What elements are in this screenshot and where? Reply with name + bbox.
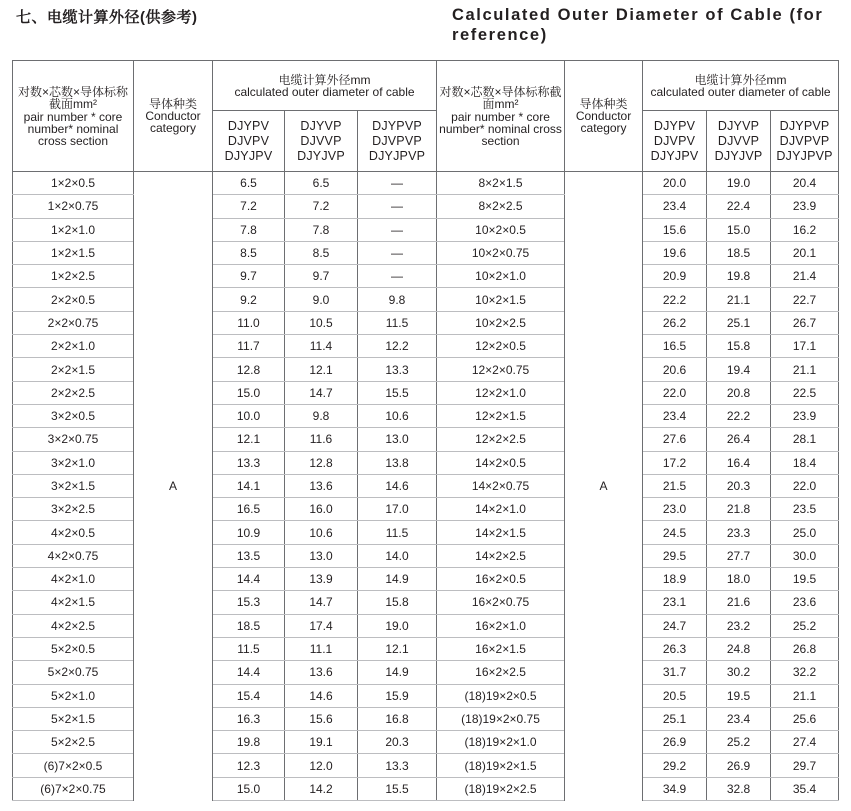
size-header-right xyxy=(437,61,565,172)
od-cell-left-2: 13.9 xyxy=(285,568,358,591)
size-cell-right: 12×2×1.5 xyxy=(437,404,565,427)
size-header-left-en: pair number * core number* nominal cross section xyxy=(23,109,123,148)
od-cell-left-1: 9.2 xyxy=(213,288,285,311)
od-cell-right-3: 25.2 xyxy=(771,614,839,637)
od-cell-right-1: 26.3 xyxy=(643,637,707,660)
od-cell-right-1: 20.9 xyxy=(643,265,707,288)
od-cell-left-1: 15.0 xyxy=(213,381,285,404)
od-cell-left-3: 13.8 xyxy=(358,451,437,474)
od-cell-left-3: — xyxy=(358,172,437,195)
size-cell-left: 4×2×1.5 xyxy=(13,591,134,614)
od-cell-left-2: 16.0 xyxy=(285,498,358,521)
od-cell-left-1: 16.3 xyxy=(213,707,285,730)
size-cell-right: 14×2×2.5 xyxy=(437,544,565,567)
size-cell-left: 2×2×0.5 xyxy=(13,288,134,311)
od-cell-right-2: 16.4 xyxy=(707,451,771,474)
od-cell-right-3: 20.1 xyxy=(771,241,839,264)
od-cell-left-1: 15.3 xyxy=(213,591,285,614)
size-cell-right: 14×2×0.5 xyxy=(437,451,565,474)
od-cell-left-2: 10.5 xyxy=(285,311,358,334)
od-cell-right-3: 25.6 xyxy=(771,707,839,730)
od-cell-right-1: 26.2 xyxy=(643,311,707,334)
od-cell-right-2: 20.3 xyxy=(707,474,771,497)
od-cell-left-1: 14.1 xyxy=(213,474,285,497)
od-cell-left-2: 19.1 xyxy=(285,731,358,754)
size-cell-right: 16×2×0.5 xyxy=(437,568,565,591)
od-cell-right-2: 27.7 xyxy=(707,544,771,567)
od-cell-left-1: 19.8 xyxy=(213,731,285,754)
od-cell-left-3: 9.8 xyxy=(358,288,437,311)
od-cell-right-3: 20.4 xyxy=(771,172,839,195)
size-cell-right: 8×2×2.5 xyxy=(437,195,565,218)
size-cell-right: 16×2×1.0 xyxy=(437,614,565,637)
table-body xyxy=(13,172,839,801)
od-cell-left-1: 7.8 xyxy=(213,218,285,241)
od-cell-right-3: 26.8 xyxy=(771,637,839,660)
od-cell-right-3: 23.5 xyxy=(771,498,839,521)
size-cell-right: 10×2×2.5 xyxy=(437,311,565,334)
size-cell-left: 3×2×0.5 xyxy=(13,404,134,427)
size-cell-left: 1×2×1.0 xyxy=(13,218,134,241)
conductor-cell-left: A xyxy=(134,172,213,801)
cable-diameter-table xyxy=(12,60,839,801)
od-cell-left-2: 7.8 xyxy=(285,218,358,241)
od-cell-left-2: 12.0 xyxy=(285,754,358,777)
size-cell-right: (18)19×2×2.5 xyxy=(437,777,565,800)
od-cell-left-3: 12.2 xyxy=(358,335,437,358)
od-cell-right-2: 18.5 xyxy=(707,241,771,264)
od-cell-left-2: 14.7 xyxy=(285,381,358,404)
size-cell-right: (18)19×2×0.5 xyxy=(437,684,565,707)
table-row xyxy=(13,172,839,195)
size-cell-right: 16×2×2.5 xyxy=(437,661,565,684)
od-cell-left-1: 13.5 xyxy=(213,544,285,567)
model-label: DJYPV DJVPV DJYJPV xyxy=(224,118,273,163)
conductor-header-left xyxy=(134,61,213,172)
od-cell-left-2: 9.8 xyxy=(285,404,358,427)
table-header xyxy=(13,61,839,172)
od-cell-left-3: — xyxy=(358,265,437,288)
od-cell-right-3: 26.7 xyxy=(771,311,839,334)
od-cell-left-3: 13.3 xyxy=(358,358,437,381)
od-cell-right-2: 32.8 xyxy=(707,777,771,800)
size-cell-left: 5×2×1.5 xyxy=(13,707,134,730)
size-cell-left: 4×2×0.75 xyxy=(13,544,134,567)
od-cell-right-1: 29.2 xyxy=(643,754,707,777)
od-cell-right-2: 22.2 xyxy=(707,404,771,427)
od-cell-right-1: 21.5 xyxy=(643,474,707,497)
od-cell-right-3: 22.7 xyxy=(771,288,839,311)
size-cell-left: 3×2×2.5 xyxy=(13,498,134,521)
od-cell-right-3: 30.0 xyxy=(771,544,839,567)
od-cell-left-2: 14.6 xyxy=(285,684,358,707)
od-cell-right-2: 30.2 xyxy=(707,661,771,684)
od-cell-left-3: — xyxy=(358,195,437,218)
size-cell-left: 3×2×1.0 xyxy=(13,451,134,474)
od-cell-right-2: 23.4 xyxy=(707,707,771,730)
od-cell-left-2: 10.6 xyxy=(285,521,358,544)
od-cell-left-1: 13.3 xyxy=(213,451,285,474)
conductor-cell-right: A xyxy=(565,172,643,801)
conductor-header-left-cn: 导体种类 xyxy=(148,97,197,111)
od-cell-right-1: 23.1 xyxy=(643,591,707,614)
od-cell-right-3: 19.5 xyxy=(771,568,839,591)
od-cell-left-1: 12.3 xyxy=(213,754,285,777)
od-cell-right-2: 15.8 xyxy=(707,335,771,358)
od-cell-right-1: 18.9 xyxy=(643,568,707,591)
size-cell-left: 1×2×0.75 xyxy=(13,195,134,218)
size-cell-right: (18)19×2×1.5 xyxy=(437,754,565,777)
od-cell-right-1: 24.7 xyxy=(643,614,707,637)
size-cell-left: 2×2×2.5 xyxy=(13,381,134,404)
size-cell-right: 14×2×0.75 xyxy=(437,474,565,497)
od-cell-right-3: 22.5 xyxy=(771,381,839,404)
od-cell-right-2: 21.1 xyxy=(707,288,771,311)
page-title-cn: 七、电缆计算外径(供参考) xyxy=(16,9,198,26)
od-cell-right-3: 28.1 xyxy=(771,428,839,451)
od-cell-left-1: 11.5 xyxy=(213,637,285,660)
od-cell-right-2: 15.0 xyxy=(707,218,771,241)
od-cell-right-2: 23.2 xyxy=(707,614,771,637)
od-cell-left-2: 13.0 xyxy=(285,544,358,567)
size-header-left xyxy=(13,61,134,172)
od-cell-left-1: 15.4 xyxy=(213,684,285,707)
od-cell-left-3: 15.9 xyxy=(358,684,437,707)
od-cell-right-2: 19.5 xyxy=(707,684,771,707)
od-cell-right-3: 25.0 xyxy=(771,521,839,544)
od-cell-right-2: 24.8 xyxy=(707,637,771,660)
model-header-right-1 xyxy=(643,111,707,172)
size-cell-left: 1×2×0.5 xyxy=(13,172,134,195)
model-header-left-1 xyxy=(213,111,285,172)
size-cell-right: 12×2×0.75 xyxy=(437,358,565,381)
od-cell-left-1: 9.7 xyxy=(213,265,285,288)
size-cell-left: 4×2×0.5 xyxy=(13,521,134,544)
size-cell-right: 16×2×1.5 xyxy=(437,637,565,660)
conductor-header-left-en: Conductor category xyxy=(145,109,201,135)
od-cell-left-3: 11.5 xyxy=(358,311,437,334)
od-header-left xyxy=(213,61,437,111)
od-cell-left-2: 12.8 xyxy=(285,451,358,474)
od-header-left-en: calculated outer diameter of cable xyxy=(234,84,415,99)
od-cell-right-2: 20.8 xyxy=(707,381,771,404)
od-cell-left-3: 15.5 xyxy=(358,381,437,404)
od-cell-left-3: 13.0 xyxy=(358,428,437,451)
od-cell-left-1: 14.4 xyxy=(213,568,285,591)
size-cell-right: 10×2×0.5 xyxy=(437,218,565,241)
od-cell-right-1: 34.9 xyxy=(643,777,707,800)
size-cell-left: 2×2×0.75 xyxy=(13,311,134,334)
size-cell-right: 16×2×0.75 xyxy=(437,591,565,614)
od-cell-left-3: 13.3 xyxy=(358,754,437,777)
model-label: DJYPVP DJVPVP DJYJPVP xyxy=(776,118,833,163)
page-title-en: Calculated Outer Diameter of Cable (for reference) xyxy=(452,6,824,44)
od-cell-right-2: 19.8 xyxy=(707,265,771,288)
size-cell-left: 5×2×2.5 xyxy=(13,731,134,754)
size-cell-right: 12×2×0.5 xyxy=(437,335,565,358)
size-cell-left: 4×2×1.0 xyxy=(13,568,134,591)
model-header-left-2 xyxy=(285,111,358,172)
od-cell-right-2: 18.0 xyxy=(707,568,771,591)
od-cell-right-1: 20.0 xyxy=(643,172,707,195)
od-cell-right-2: 19.4 xyxy=(707,358,771,381)
od-cell-right-1: 31.7 xyxy=(643,661,707,684)
size-cell-left: 5×2×1.0 xyxy=(13,684,134,707)
od-cell-right-1: 24.5 xyxy=(643,521,707,544)
size-cell-left: 5×2×0.5 xyxy=(13,637,134,660)
od-cell-right-1: 16.5 xyxy=(643,335,707,358)
od-cell-left-2: 14.2 xyxy=(285,777,358,800)
size-cell-right: 14×2×1.5 xyxy=(437,521,565,544)
od-cell-left-1: 7.2 xyxy=(213,195,285,218)
size-cell-left: 1×2×1.5 xyxy=(13,241,134,264)
od-cell-left-2: 8.5 xyxy=(285,241,358,264)
size-header-right-cn: 对数×芯数×导体标称截面mm² xyxy=(439,84,562,111)
od-cell-right-1: 22.0 xyxy=(643,381,707,404)
od-cell-left-1: 16.5 xyxy=(213,498,285,521)
od-cell-right-2: 25.2 xyxy=(707,731,771,754)
od-cell-right-1: 22.2 xyxy=(643,288,707,311)
od-cell-left-3: 14.0 xyxy=(358,544,437,567)
od-cell-left-2: 11.4 xyxy=(285,335,358,358)
od-cell-left-1: 11.7 xyxy=(213,335,285,358)
od-cell-left-2: 17.4 xyxy=(285,614,358,637)
od-cell-left-3: 19.0 xyxy=(358,614,437,637)
od-header-right-cn: 电缆计算外径mm xyxy=(694,72,787,87)
size-cell-left: (6)7×2×0.5 xyxy=(13,754,134,777)
od-cell-right-2: 22.4 xyxy=(707,195,771,218)
od-cell-right-2: 21.6 xyxy=(707,591,771,614)
od-header-right-en: calculated outer diameter of cable xyxy=(650,84,831,99)
od-cell-right-1: 19.6 xyxy=(643,241,707,264)
size-cell-right: 10×2×1.0 xyxy=(437,265,565,288)
od-cell-left-1: 6.5 xyxy=(213,172,285,195)
od-cell-left-2: 7.2 xyxy=(285,195,358,218)
od-header-left-cn: 电缆计算外径mm xyxy=(278,72,371,87)
od-cell-right-2: 26.9 xyxy=(707,754,771,777)
od-cell-right-3: 17.1 xyxy=(771,335,839,358)
size-cell-left: 1×2×2.5 xyxy=(13,265,134,288)
od-cell-right-1: 23.4 xyxy=(643,404,707,427)
od-cell-left-1: 14.4 xyxy=(213,661,285,684)
od-cell-right-2: 26.4 xyxy=(707,428,771,451)
od-cell-right-3: 32.2 xyxy=(771,661,839,684)
size-cell-left: 4×2×2.5 xyxy=(13,614,134,637)
od-cell-right-2: 19.0 xyxy=(707,172,771,195)
size-cell-left: (6)7×2×0.75 xyxy=(13,777,134,800)
od-cell-left-3: 14.6 xyxy=(358,474,437,497)
od-cell-left-1: 15.0 xyxy=(213,777,285,800)
size-cell-right: 12×2×2.5 xyxy=(437,428,565,451)
size-cell-right: 8×2×1.5 xyxy=(437,172,565,195)
od-cell-right-3: 21.1 xyxy=(771,684,839,707)
od-cell-left-2: 14.7 xyxy=(285,591,358,614)
od-cell-right-3: 23.6 xyxy=(771,591,839,614)
od-cell-left-2: 12.1 xyxy=(285,358,358,381)
conductor-header-right-en: Conductor category xyxy=(575,109,632,135)
model-header-right-2 xyxy=(707,111,771,172)
od-cell-left-3: 14.9 xyxy=(358,661,437,684)
od-cell-left-2: 11.6 xyxy=(285,428,358,451)
od-cell-left-1: 18.5 xyxy=(213,614,285,637)
od-cell-right-3: 29.7 xyxy=(771,754,839,777)
od-cell-left-3: 10.6 xyxy=(358,404,437,427)
od-cell-left-3: — xyxy=(358,218,437,241)
od-cell-left-2: 15.6 xyxy=(285,707,358,730)
od-cell-right-3: 18.4 xyxy=(771,451,839,474)
od-cell-right-2: 21.8 xyxy=(707,498,771,521)
size-cell-left: 3×2×1.5 xyxy=(13,474,134,497)
od-cell-left-3: 15.8 xyxy=(358,591,437,614)
od-cell-left-2: 9.0 xyxy=(285,288,358,311)
od-cell-right-1: 20.6 xyxy=(643,358,707,381)
od-cell-right-1: 15.6 xyxy=(643,218,707,241)
od-cell-left-2: 13.6 xyxy=(285,661,358,684)
od-cell-right-1: 25.1 xyxy=(643,707,707,730)
size-cell-left: 3×2×0.75 xyxy=(13,428,134,451)
od-cell-left-1: 12.8 xyxy=(213,358,285,381)
size-cell-left: 5×2×0.75 xyxy=(13,661,134,684)
od-cell-left-2: 6.5 xyxy=(285,172,358,195)
model-label: DJYVP DJVVP DJYJVP xyxy=(714,118,763,163)
model-label: DJYPV DJVPV DJYJPV xyxy=(650,118,699,163)
od-cell-right-3: 21.4 xyxy=(771,265,839,288)
conductor-header-right-cn: 导体种类 xyxy=(579,97,628,111)
size-header-right-en: pair number * core number* nominal cross section xyxy=(439,109,562,148)
size-cell-right: (18)19×2×1.0 xyxy=(437,731,565,754)
od-cell-left-2: 11.1 xyxy=(285,637,358,660)
model-header-left-3 xyxy=(358,111,437,172)
od-cell-left-2: 13.6 xyxy=(285,474,358,497)
od-cell-right-1: 23.4 xyxy=(643,195,707,218)
od-cell-left-1: 11.0 xyxy=(213,311,285,334)
od-cell-right-3: 22.0 xyxy=(771,474,839,497)
od-cell-right-1: 29.5 xyxy=(643,544,707,567)
od-cell-right-1: 26.9 xyxy=(643,731,707,754)
od-cell-right-1: 20.5 xyxy=(643,684,707,707)
od-cell-right-3: 16.2 xyxy=(771,218,839,241)
conductor-header-right xyxy=(565,61,643,172)
size-cell-right: 10×2×0.75 xyxy=(437,241,565,264)
od-cell-left-1: 8.5 xyxy=(213,241,285,264)
model-label: DJYVP DJVVP DJYJVP xyxy=(297,118,345,163)
model-label: DJYPVP DJVPVP DJYJPVP xyxy=(368,118,426,163)
size-cell-right: 12×2×1.0 xyxy=(437,381,565,404)
od-cell-right-2: 25.1 xyxy=(707,311,771,334)
od-cell-right-3: 27.4 xyxy=(771,731,839,754)
od-cell-right-3: 35.4 xyxy=(771,777,839,800)
od-cell-right-2: 23.3 xyxy=(707,521,771,544)
od-cell-left-3: — xyxy=(358,241,437,264)
od-cell-left-3: 15.5 xyxy=(358,777,437,800)
size-cell-left: 2×2×1.5 xyxy=(13,358,134,381)
size-cell-right: 14×2×1.0 xyxy=(437,498,565,521)
od-cell-left-3: 16.8 xyxy=(358,707,437,730)
od-cell-left-2: 9.7 xyxy=(285,265,358,288)
od-cell-left-3: 12.1 xyxy=(358,637,437,660)
od-cell-left-1: 12.1 xyxy=(213,428,285,451)
od-cell-left-3: 17.0 xyxy=(358,498,437,521)
model-header-right-3 xyxy=(771,111,839,172)
od-header-right xyxy=(643,61,839,111)
od-cell-right-1: 27.6 xyxy=(643,428,707,451)
od-cell-left-3: 20.3 xyxy=(358,731,437,754)
od-cell-right-1: 17.2 xyxy=(643,451,707,474)
size-cell-right: (18)19×2×0.75 xyxy=(437,707,565,730)
size-cell-right: 10×2×1.5 xyxy=(437,288,565,311)
od-cell-right-1: 23.0 xyxy=(643,498,707,521)
od-cell-left-3: 14.9 xyxy=(358,568,437,591)
od-cell-right-3: 23.9 xyxy=(771,404,839,427)
od-cell-left-1: 10.9 xyxy=(213,521,285,544)
od-cell-right-3: 21.1 xyxy=(771,358,839,381)
size-header-left-cn: 对数×芯数×导体标称截面mm² xyxy=(17,84,129,111)
od-cell-left-1: 10.0 xyxy=(213,404,285,427)
size-cell-left: 2×2×1.0 xyxy=(13,335,134,358)
od-cell-left-3: 11.5 xyxy=(358,521,437,544)
od-cell-right-3: 23.9 xyxy=(771,195,839,218)
